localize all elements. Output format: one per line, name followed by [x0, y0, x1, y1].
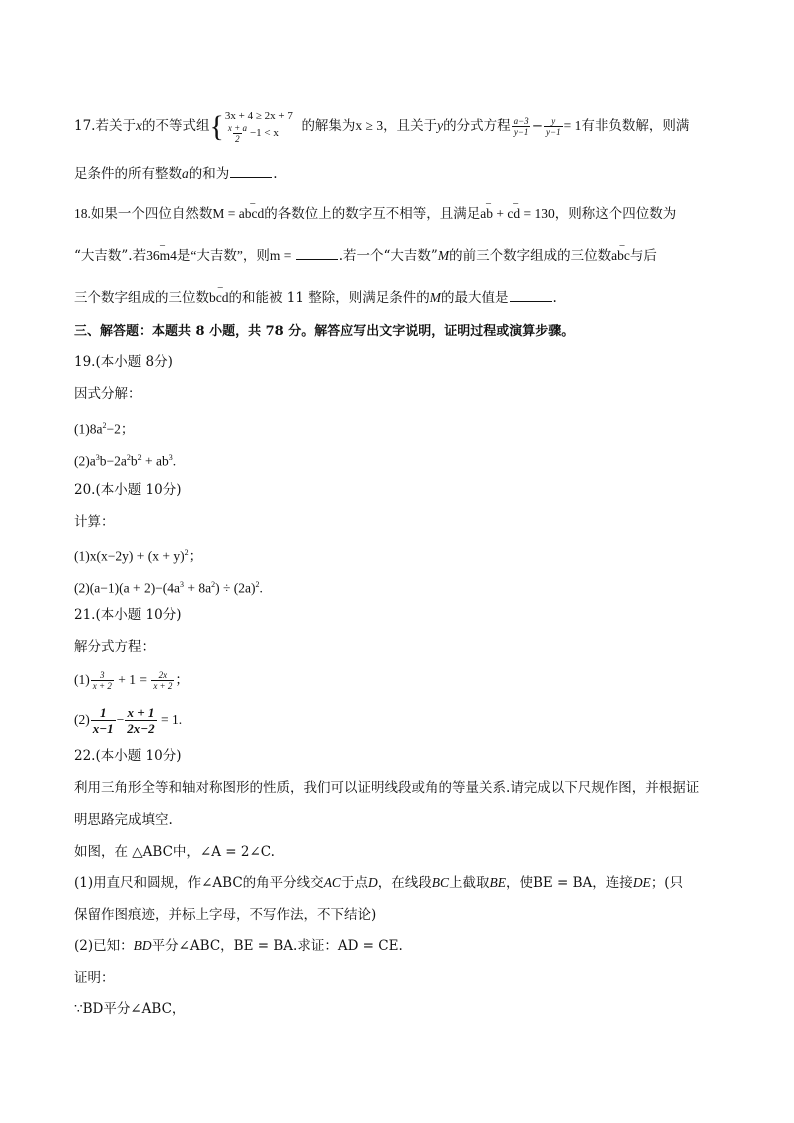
- frac-num: 1: [99, 705, 107, 721]
- exponent: 2: [184, 548, 189, 557]
- var-a: a: [182, 166, 189, 181]
- q18-text: 三个数字组成的三位数: [74, 290, 209, 306]
- inequality-2: [225, 123, 293, 144]
- answer-blank[interactable]: [510, 300, 552, 302]
- q18-text: 18.如果一个四位自然数M =: [74, 206, 239, 221]
- brace: {: [209, 109, 224, 143]
- q22-given: 如图，在 △ABC中，∠A = 2∠C.: [74, 844, 275, 860]
- q18-text: .若一个“大吉数”: [338, 248, 438, 264]
- overline-ab: _ ab: [480, 204, 493, 224]
- frac-den: x + 2: [153, 681, 173, 692]
- exponent: 3: [168, 453, 173, 462]
- expr: ；: [188, 548, 203, 564]
- seg-BE: BE: [489, 875, 506, 890]
- expr: ) ÷ (2a): [215, 580, 256, 596]
- plus-sign: +: [492, 206, 508, 221]
- section-score: 78: [265, 324, 284, 339]
- q18-line2: [74, 246, 724, 266]
- q19-part2: [74, 448, 724, 472]
- q22-part1-line1: [74, 873, 724, 893]
- q22-text: (1)用直尺和圆规，作∠ABC的角平分线交: [74, 875, 324, 891]
- expr: (2)a: [74, 453, 96, 469]
- q17-text: 的不等式组: [141, 118, 210, 134]
- section-text: 三、解答题：本题共: [74, 324, 196, 339]
- fraction: [512, 116, 531, 137]
- q22-text: ，使BE = BA，连接: [505, 875, 633, 891]
- q18-text: 与后: [629, 248, 657, 264]
- fraction: [91, 670, 114, 691]
- q17-line1: [74, 106, 724, 146]
- q21-part2: [74, 701, 724, 739]
- frac-num: x + a: [227, 122, 247, 133]
- q22-text: ；(只: [650, 875, 684, 891]
- q18-text: 的最大值是: [441, 290, 509, 306]
- q18-text: “大吉数”.若: [74, 248, 147, 264]
- q17-text: 的分式方程: [443, 118, 511, 134]
- q22-text: 平分∠ABC，BE = BA.求证：AD = CE.: [151, 938, 403, 954]
- q19-header: 19.(本小题 8分): [74, 354, 173, 370]
- q19-instruction: 因式分解：: [74, 386, 142, 402]
- expr: + 1 =: [114, 672, 151, 687]
- expr: b−2a: [99, 453, 127, 469]
- expr: .: [172, 453, 177, 469]
- frac-num: x + 1: [127, 705, 155, 721]
- q18-text: 的和能被 11 整除，则满足条件的: [228, 290, 430, 306]
- point-D: D: [367, 875, 378, 890]
- inequality-2-tail: −1 < x: [249, 126, 279, 139]
- minus-sign: −: [116, 712, 125, 727]
- seg-DE: DE: [632, 875, 651, 890]
- section-text: 分。解答应写出文字说明，证明过程或演算步骤。: [283, 324, 575, 339]
- q18-line1: [74, 204, 724, 224]
- part-label: (1): [74, 672, 90, 687]
- q18-line3: [74, 288, 724, 308]
- expr: (2)(a−1)(a + 2)−(4a: [74, 580, 181, 596]
- var-y: y: [437, 118, 444, 133]
- seg-BD: BD: [133, 938, 152, 953]
- q17-text: 足条件的所有整数: [74, 166, 182, 182]
- q22-text: 上截取: [448, 875, 490, 891]
- q21-header: 21.(本小题 10分): [74, 607, 182, 623]
- exponent: 3: [180, 580, 185, 589]
- q18-text: 的前三个数字组成的三位数: [449, 248, 612, 264]
- q22-text: ，在线段: [377, 875, 432, 891]
- q18-text: 的各数位上的数字互不相等，且满足: [264, 206, 481, 222]
- exponent: 2: [137, 453, 142, 462]
- q17-text: = 1有非负数解，则满: [563, 118, 690, 133]
- expr: −2；: [106, 421, 135, 437]
- frac-num: y: [551, 116, 556, 126]
- q22-part2: [74, 936, 724, 956]
- exponent: 2: [211, 580, 216, 589]
- inequality-1: 3x + 4 ≥ 2x + 7: [224, 109, 293, 122]
- exponent: 2: [102, 421, 107, 430]
- q22-intro-line2: 明思路完成填空.: [74, 812, 173, 828]
- expr: + 8a: [184, 580, 212, 596]
- var-M: M: [437, 248, 450, 263]
- var-x: x: [135, 118, 142, 133]
- frac-den: 2: [235, 133, 240, 144]
- q18-text: .: [552, 290, 557, 306]
- q22-text: (2)已知：: [74, 938, 134, 954]
- q22-text: 于点: [340, 875, 368, 891]
- answer-blank[interactable]: [296, 258, 338, 260]
- seg-AC: AC: [323, 875, 341, 890]
- expr: + ab: [141, 453, 169, 469]
- q21-part1: [74, 666, 724, 694]
- q20-part2: [74, 575, 724, 599]
- q17-text: 17.若关于: [74, 118, 136, 134]
- overline-bcd: _ bcd: [209, 288, 229, 308]
- answer-blank[interactable]: [230, 176, 272, 178]
- exponent: 2: [126, 453, 131, 462]
- q21-instruction: 解分式方程：: [74, 639, 155, 655]
- exponent: 2: [255, 580, 260, 589]
- q20-header: 20.(本小题 10分): [74, 482, 182, 498]
- q22-proof-label: 证明：: [74, 970, 115, 986]
- minus-sign: −: [531, 118, 543, 134]
- frac-den: 2x−2: [127, 721, 155, 737]
- q17-text: .: [273, 166, 278, 182]
- q17-line2: [74, 164, 724, 184]
- expr: (1)8a: [74, 421, 103, 437]
- seg-BC: BC: [431, 875, 449, 890]
- frac-num: a−3: [513, 116, 529, 126]
- inequality-system: [209, 110, 292, 144]
- overline-36m4: _ 36m4: [146, 246, 177, 266]
- q20-part1: [74, 543, 724, 567]
- q18-text: 是“大吉数”，则m =: [176, 248, 295, 263]
- part-label: (2): [74, 712, 90, 727]
- system-rows: [225, 110, 293, 144]
- frac-den: y−1: [546, 127, 561, 137]
- expr: = 1.: [157, 712, 183, 727]
- q22-header: 22.(本小题 10分): [74, 748, 182, 764]
- var-M: M: [429, 290, 442, 305]
- q17-text: 的和为: [188, 166, 230, 182]
- q22-intro-line1: 利用三角形全等和轴对称图形的性质，我们可以证明线段或角的等量关系.请完成以下尺规作图，并根据证: [74, 780, 700, 796]
- expr: (1)x(x−2y) + (x + y): [74, 548, 185, 564]
- section-count: 8: [195, 324, 205, 339]
- q17-text: 的解集为x ≥ 3，且关于: [301, 118, 438, 133]
- frac-num: 2x: [158, 670, 168, 681]
- fraction: [151, 670, 174, 691]
- q19-part1: [74, 416, 724, 440]
- q20-instruction: 计算：: [74, 514, 115, 530]
- fraction: [125, 705, 156, 736]
- expr: .: [259, 580, 263, 596]
- frac-num: 3: [100, 670, 105, 681]
- fraction: [91, 705, 116, 736]
- overline-abc: _ abc: [611, 246, 630, 266]
- section-3-heading: [74, 322, 724, 342]
- frac-den: y−1: [513, 127, 529, 137]
- fraction: [226, 123, 249, 144]
- q22-part1-line2: 保留作图痕迹，并标上字母，不写作法，不下结论): [74, 907, 377, 923]
- q18-text: = 130，则称这个四位数为: [520, 206, 677, 221]
- exponent: 3: [95, 453, 100, 462]
- section-text: 小题，共: [204, 324, 266, 339]
- fraction: [544, 116, 563, 137]
- overline-cd: _ cd: [507, 204, 520, 224]
- frac-den: x−1: [92, 721, 114, 737]
- expr: b: [130, 453, 138, 469]
- frac-den: x + 2: [92, 681, 112, 692]
- q22-proof-step1: ∵BD平分∠ABC，: [74, 1001, 186, 1017]
- expr: ；: [175, 672, 189, 687]
- overline-abcd: _ abcd: [239, 204, 264, 224]
